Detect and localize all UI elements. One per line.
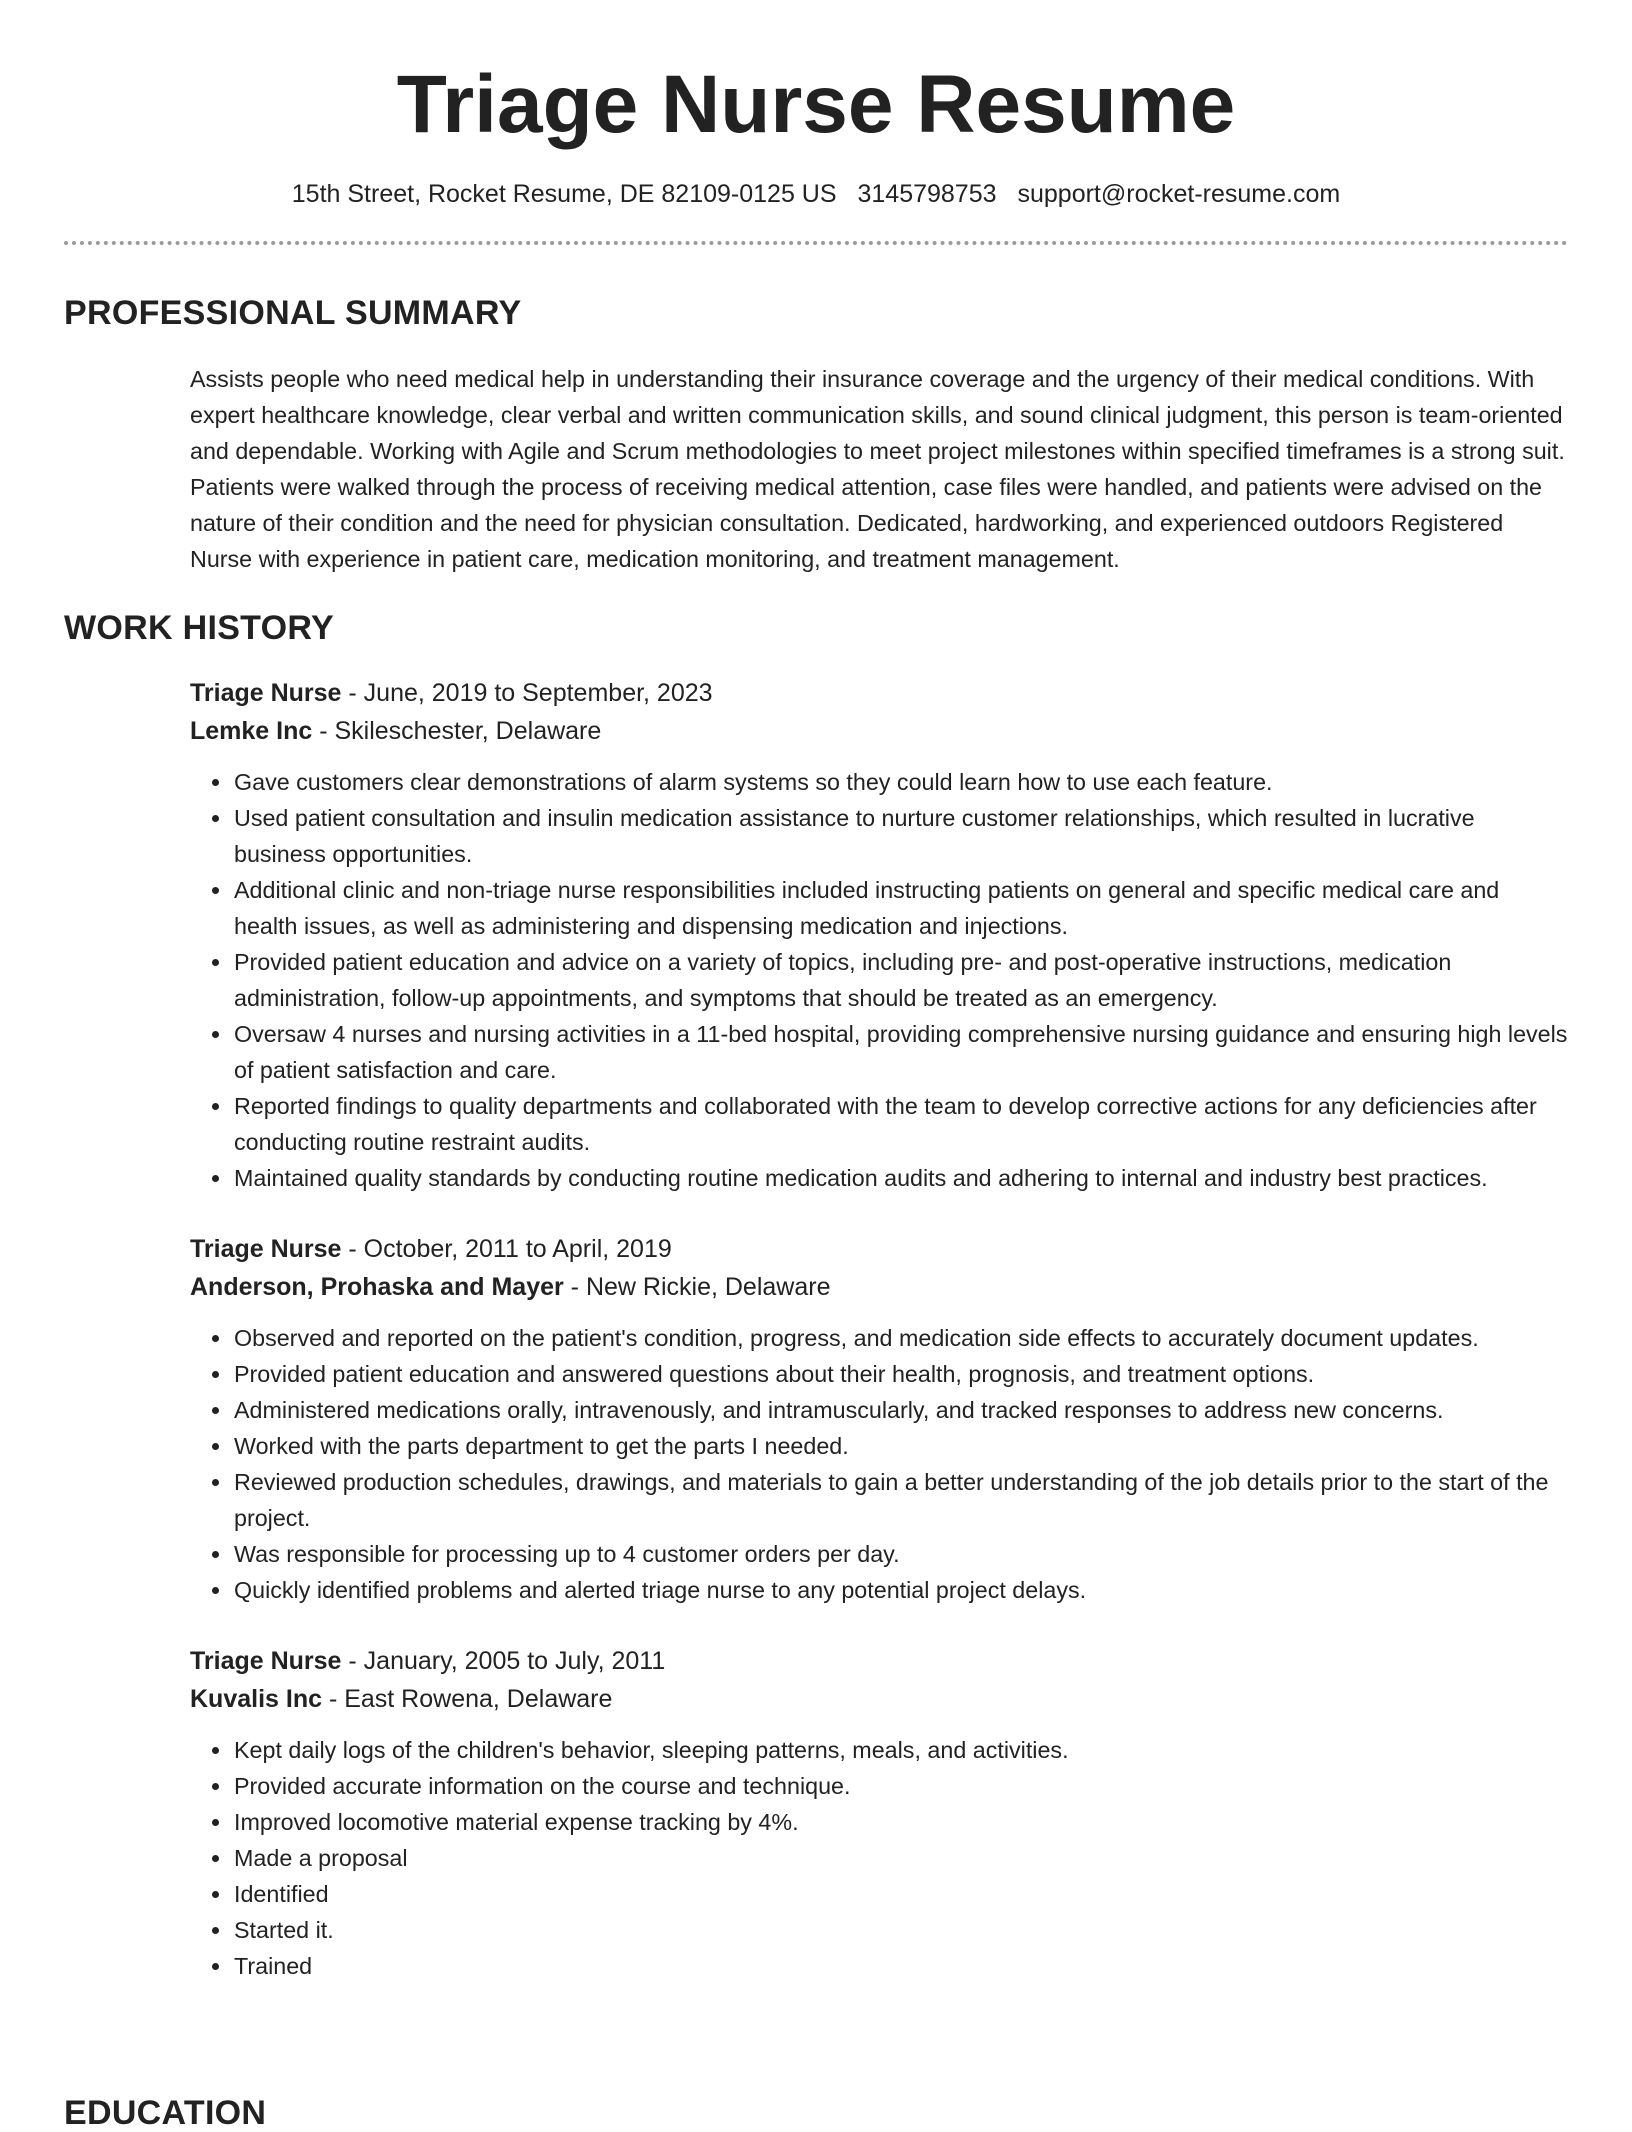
professional-summary-heading: PROFESSIONAL SUMMARY xyxy=(64,294,522,332)
job-dates: - October, 2011 to April, 2019 xyxy=(341,1235,672,1263)
duty-item: • Identified xyxy=(233,1876,1568,1912)
work-history-heading: WORK HISTORY xyxy=(64,609,334,647)
duty-item: • Administered medications orally, intravenously, and intramuscularly, and tracked responses to address new concerns. xyxy=(233,1392,1568,1428)
contact-line xyxy=(0,182,1632,207)
header-divider xyxy=(64,241,1568,245)
job-dates: - January, 2005 to July, 2011 xyxy=(341,1647,666,1675)
job-entry xyxy=(190,1642,1568,1984)
duty-item: • Quickly identified problems and alerted triage nurse to any potential project delays. xyxy=(233,1572,1568,1608)
job-company: Kuvalis Inc xyxy=(190,1685,322,1713)
job-entry xyxy=(190,674,1568,1196)
job-title: Triage Nurse xyxy=(190,1647,342,1675)
job-location: - New Rickie, Delaware xyxy=(563,1273,831,1301)
duty-item: • Reviewed production schedules, drawings, and materials to gain a better understanding of the job details prior to the start of the project. xyxy=(233,1464,1568,1536)
duty-item: • Used patient consultation and insulin medication assistance to nurture customer relationships, which resulted in lucrative business opportunities. xyxy=(233,800,1568,872)
duty-item: • Gave customers clear demonstrations of alarm systems so they could learn how to use each feature. xyxy=(233,764,1568,800)
job-duties-list xyxy=(190,764,1568,1196)
education-heading: EDUCATION xyxy=(64,2094,267,2132)
duty-item: • Oversaw 4 nurses and nursing activities in a 11-bed hospital, providing comprehensive nursing guidance and ensuring high levels of patient satisfaction and care. xyxy=(233,1016,1568,1088)
job-title-line xyxy=(190,1230,1568,1268)
duty-item: • Additional clinic and non-triage nurse responsibilities included instructing patients on general and specific medical care and health issues, as well as administering and dispensing medication and injections. xyxy=(233,872,1568,944)
job-company-line xyxy=(190,1680,1568,1718)
job-company: Lemke Inc xyxy=(190,717,313,745)
duty-item: • Provided patient education and advice on a variety of topics, including pre- and post-operative instructions, medication administration, follow-up appointments, and symptoms that should be treated as an emergency. xyxy=(233,944,1568,1016)
job-title: Triage Nurse xyxy=(190,679,342,707)
contact-email: support@rocket-resume.com xyxy=(1017,180,1341,208)
duty-item: • Improved locomotive material expense tracking by 4%. xyxy=(233,1804,1568,1840)
job-location: - Skileschester, Delaware xyxy=(312,717,602,745)
duty-item: • Worked with the parts department to get the parts I needed. xyxy=(233,1428,1568,1464)
job-title-line xyxy=(190,674,1568,712)
contact-phone: 3145798753 xyxy=(857,180,997,208)
duty-item: • Provided patient education and answered questions about their health, prognosis, and treatment options. xyxy=(233,1356,1568,1392)
duty-item: • Trained xyxy=(233,1948,1568,1984)
duty-item: • Made a proposal xyxy=(233,1840,1568,1876)
job-duties-list xyxy=(190,1320,1568,1608)
professional-summary-text: Assists people who need medical help in understanding their insurance coverage and the urgency of their medical conditions. With expert healthcare knowledge, clear verbal and written communication skills, and sound clinical judgment, this person is team-oriented and dependable. Working with Agile and Scrum methodologies to meet project milestones within specified timeframes is a strong suit. Patients were walked through the process of receiving medical attention, case files were handled, and patients were advised on the nature of their condition and the need for physician consultation. Dedicated, hardworking, and experienced outdoors Registered Nurse with experience in patient care, medication monitoring, and treatment management. xyxy=(190,366,1565,572)
job-location: - East Rowena, Delaware xyxy=(322,1685,613,1713)
duty-item: • Kept daily logs of the children's behavior, sleeping patterns, meals, and activities. xyxy=(233,1732,1568,1768)
duty-item: • Observed and reported on the patient's condition, progress, and medication side effects to accurately document updates. xyxy=(233,1320,1568,1356)
duty-item: • Started it. xyxy=(233,1912,1568,1948)
page-title: Triage Nurse Resume xyxy=(396,59,1236,150)
duty-item: • Maintained quality standards by conducting routine medication audits and adhering to internal and industry best practices. xyxy=(233,1160,1568,1196)
job-dates: - June, 2019 to September, 2023 xyxy=(341,679,713,707)
duty-item: • Provided accurate information on the course and technique. xyxy=(233,1768,1568,1804)
job-company-line xyxy=(190,712,1568,750)
job-duties-list xyxy=(190,1732,1568,1984)
job-title: Triage Nurse xyxy=(190,1235,342,1263)
job-title-line xyxy=(190,1642,1568,1680)
job-entry xyxy=(190,1230,1568,1608)
duty-item: • Was responsible for processing up to 4 customer orders per day. xyxy=(233,1536,1568,1572)
job-company: Anderson, Prohaska and Mayer xyxy=(190,1273,564,1301)
contact-address: 15th Street, Rocket Resume, DE 82109-0125 US xyxy=(291,180,837,208)
duty-item: • Reported findings to quality departments and collaborated with the team to develop corrective actions for any deficiencies after conducting routine restraint audits. xyxy=(233,1088,1568,1160)
job-company-line xyxy=(190,1268,1568,1306)
